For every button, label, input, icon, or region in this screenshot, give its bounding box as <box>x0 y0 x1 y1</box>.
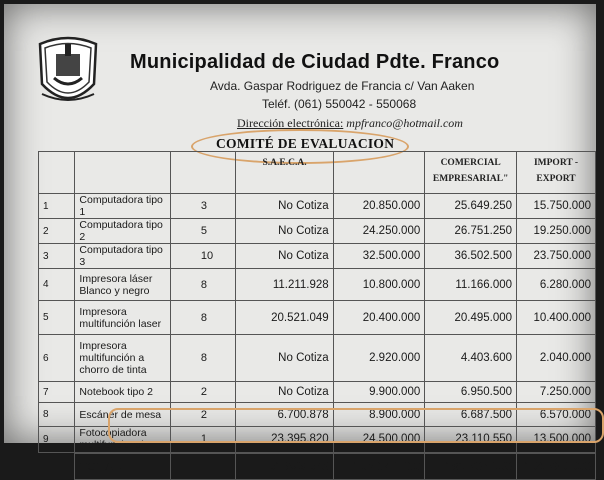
row-quantity: 2 <box>170 403 236 427</box>
row-number: 7 <box>39 382 75 403</box>
table-row <box>39 244 596 269</box>
row-comercial-value: 25.649.250 <box>425 194 517 219</box>
row-comercial-value: 6.687.500 <box>425 403 517 427</box>
row-import-value: 6.280.000 <box>517 269 596 301</box>
total-import: 104.790.000 <box>517 453 596 480</box>
header-cell-num <box>39 152 75 194</box>
email-label: Dirección electrónica: <box>237 116 344 130</box>
row-number: 6 <box>39 335 75 382</box>
row-col5-value: 2.920.000 <box>333 335 425 382</box>
row-comercial-value: 11.166.000 <box>425 269 517 301</box>
total-saeca: 61.829.675 <box>236 453 333 480</box>
header-cell-saeca: S.A.E.C.A. <box>236 152 333 194</box>
row-item: Computadora tipo 3 <box>75 244 170 269</box>
total-label: TOTAL <box>75 453 170 480</box>
header-cell-item <box>75 152 170 194</box>
table-row <box>39 382 596 403</box>
row-import-value: 7.250.000 <box>517 382 596 403</box>
row-col5-value: 8.900.000 <box>333 403 425 427</box>
row-quantity: 8 <box>170 301 236 335</box>
row-item: Impresora multifunción laser <box>75 301 170 335</box>
municipal-seal-icon <box>36 34 100 114</box>
row-number: 2 <box>39 219 75 244</box>
row-quantity: 3 <box>170 194 236 219</box>
table-total-row <box>39 453 596 480</box>
row-number: 8 <box>39 403 75 427</box>
row-comercial-value: 26.751.250 <box>425 219 517 244</box>
table-row <box>39 269 596 301</box>
row-import-value: 6.570.000 <box>517 403 596 427</box>
row-import-value: 10.400.000 <box>517 301 596 335</box>
row-number: 3 <box>39 244 75 269</box>
row-import-value: 19.250.000 <box>517 219 596 244</box>
row-comercial-value: 36.502.500 <box>425 244 517 269</box>
row-quantity: 2 <box>170 382 236 403</box>
page-title: Municipalidad de Ciudad Pdte. Franco <box>130 51 500 73</box>
row-comercial-value: 23.110.550 <box>425 427 517 453</box>
address-line: Avda. Gaspar Rodriguez de Francia c/ Van Aaken <box>210 79 475 93</box>
total-blank-cell <box>39 453 75 480</box>
row-col5-value: 10.800.000 <box>333 269 425 301</box>
header-import-line1: IMPORT - <box>533 158 579 168</box>
row-comercial-value: 6.950.500 <box>425 382 517 403</box>
row-quantity: 8 <box>170 335 236 382</box>
row-col5-value: 24.250.000 <box>333 219 425 244</box>
table-row <box>39 219 596 244</box>
row-item: Computadora tipo 2 <box>75 219 170 244</box>
row-number: 4 <box>39 269 75 301</box>
header-comercial-line1: COMERCIAL <box>440 158 501 168</box>
row-number: 1 <box>39 194 75 219</box>
total-blank-cell <box>170 453 236 480</box>
table-header-row <box>39 152 596 194</box>
row-saeca-value: No Cotiza <box>236 194 333 219</box>
row-quantity: 1 <box>170 427 236 453</box>
row-import-value: 23.750.000 <box>517 244 596 269</box>
row-import-value: 15.750.000 <box>517 194 596 219</box>
header-cell-qty <box>170 152 236 194</box>
table-row <box>39 301 596 335</box>
row-import-value: 2.040.000 <box>517 335 596 382</box>
header-cell-col5 <box>333 152 425 194</box>
row-quantity: 10 <box>170 244 236 269</box>
row-saeca-value: 23.395.820 <box>236 427 333 453</box>
row-item: Impresora láser Blanco y negro <box>75 269 170 301</box>
total-comercial: 161.707.150 <box>425 453 517 480</box>
row-quantity: 8 <box>170 269 236 301</box>
row-col5-value: 20.400.000 <box>333 301 425 335</box>
row-number: 5 <box>39 301 75 335</box>
row-comercial-value: 20.495.000 <box>425 301 517 335</box>
row-col5-value: 20.850.000 <box>333 194 425 219</box>
row-saeca-value: 6.700.878 <box>236 403 333 427</box>
email-value: mpfranco@hotmail.com <box>346 116 463 130</box>
row-item: Escáner de mesa <box>75 403 170 427</box>
row-item: Impresora multifunción a chorro de tinta <box>75 335 170 382</box>
row-col5-value: 9.900.000 <box>333 382 425 403</box>
table-row <box>39 194 596 219</box>
header-comercial-line2: EMPRESARIAL" <box>432 174 509 184</box>
row-col5-value: 32.500.000 <box>333 244 425 269</box>
row-number: 9 <box>39 427 75 453</box>
row-saeca-value: No Cotiza <box>236 335 333 382</box>
row-item: Computadora tipo 1 <box>75 194 170 219</box>
document-page <box>4 4 596 474</box>
row-saeca-value: No Cotiza <box>236 382 333 403</box>
row-quantity: 5 <box>170 219 236 244</box>
row-saeca-value: No Cotiza <box>236 219 333 244</box>
header-cell-comercial <box>425 152 517 194</box>
phone-line: Teléf. (061) 550042 - 550068 <box>262 97 417 111</box>
row-saeca-value: No Cotiza <box>236 244 333 269</box>
row-item: Notebook tipo 2 <box>75 382 170 403</box>
row-import-value: 13.500.000 <box>517 427 596 453</box>
row-saeca-value: 20.521.049 <box>236 301 333 335</box>
section-title: COMITÉ DE EVALUACION <box>216 136 395 151</box>
row-comercial-value: 4.403.600 <box>425 335 517 382</box>
total-col5: 155.020.000 <box>333 453 425 480</box>
row-col5-value: 24.500.000 <box>333 427 425 453</box>
highlight-oval-total <box>108 408 604 443</box>
row-item: Fotocopiadora multifuncional <box>75 427 170 453</box>
header-import-line2: EXPORT <box>536 174 576 184</box>
table-row <box>39 335 596 382</box>
header-cell-import <box>517 152 596 194</box>
row-saeca-value: 11.211.928 <box>236 269 333 301</box>
